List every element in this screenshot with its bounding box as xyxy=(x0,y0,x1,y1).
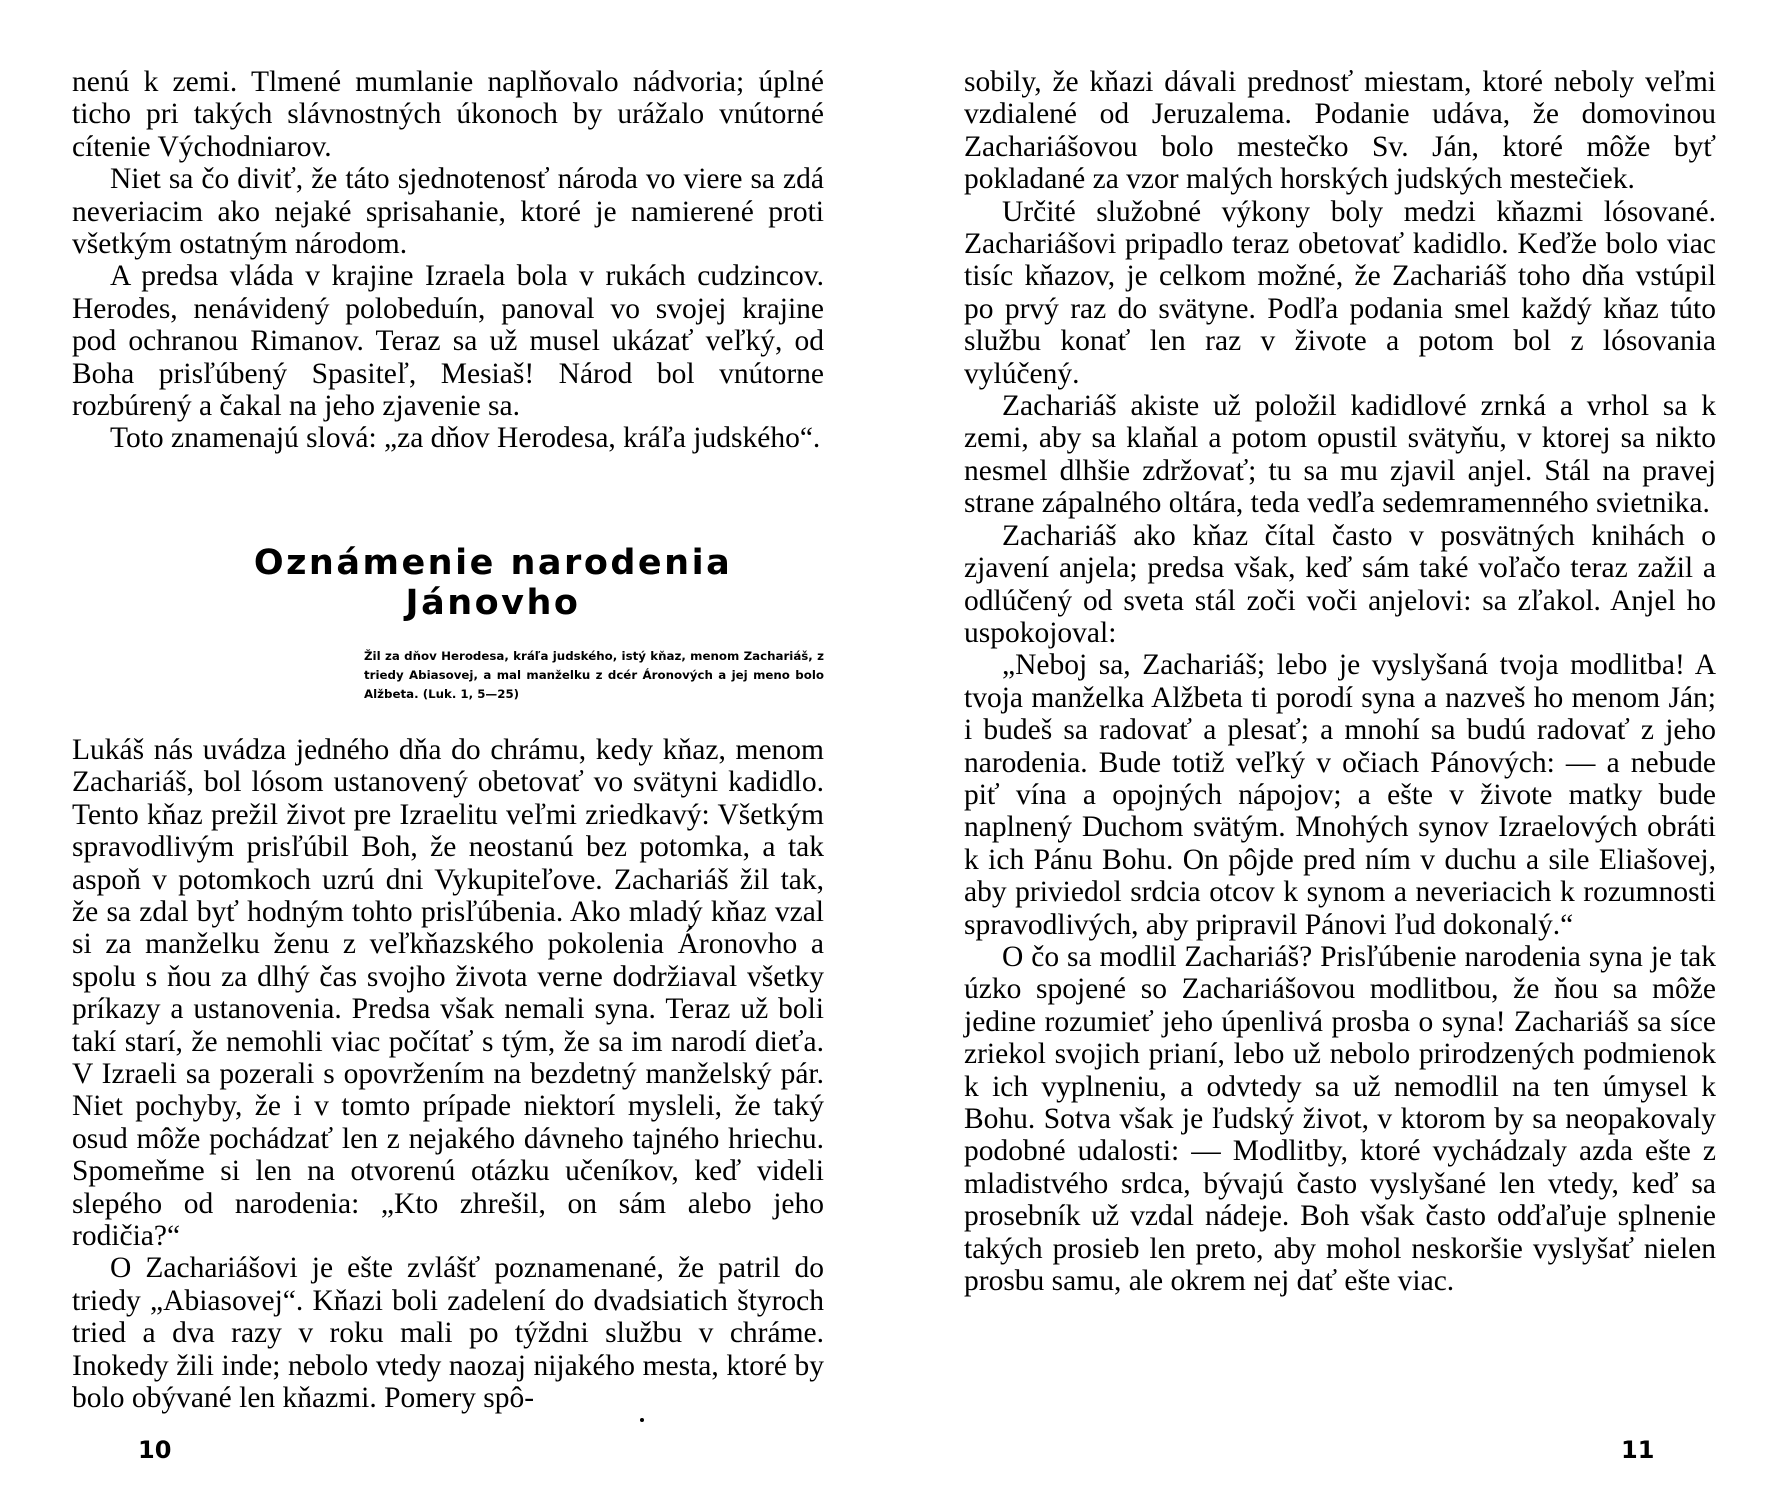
right-text-column xyxy=(964,66,1716,1297)
epigraph-reference: (Luk. 1, 5—25) xyxy=(422,686,520,701)
paragraph: Lukáš nás uvádza jedného dňa do chrámu, kedy kňaz, menom Zachariáš, bol lósom ustanovený obetovať vo svätyni kadidlo. Tento kňaz prežil život pre Izraelitu veľmi zriedkavý: Všetkým spravodlivým prisľúbil Boh, že neostanú bez potomka, a tak aspoň v potomkoch uzrú dni Vykupiteľove. Zachariáš žil tak, že sa zdal byť hodným tohto prisľúbenia. Ako mladý kňaz vzal si za manželku ženu z veľkňazského pokolenia Áronovho a spolu s ňou za dlhý čas svojho života verne dodržiaval všetky príkazy a ustanovenia. Predsa však nemali syna. Teraz už boli takí starí, že nemohli viac počítať s tým, že sa im narodí dieťa. V Izraeli sa pozerali s opovržením na bezdetný manželský pár. Niet pochyby, že i v tomto prípade niektorí mysleli, že taký osud môže pochádzať len z nejakého dávneho tajného hriechu. Spomeňme si len na otvorenú otázku učeníkov, keď videli slepého od narodenia: „Kto zhrešil, on sám alebo jeho rodičia?“ xyxy=(72,733,824,1252)
paragraph: Niet sa čo diviť, že táto sjednotenosť národa vo viere sa zdá neveriacim ako nejaké sprisahanie, ktoré je namierené proti všetkým ostatným národom. xyxy=(72,163,824,261)
ink-speck xyxy=(640,1418,644,1422)
paragraph: A predsa vláda v krajine Izraela bola v rukách cudzincov. Herodes, nenávidený polobeduín, panoval vo svojej krajine pod ochranou Rimanov. Teraz sa už musel ukázať veľký, od Boha prisľúbený Spasiteľ, Mesiaš! Národ bol vnútorne rozbúrený a čakal na jeho zjavenie sa. xyxy=(72,260,824,423)
left-text-column xyxy=(72,66,824,1414)
paragraph: O čo sa modlil Zachariáš? Prisľúbenie narodenia syna je tak úzko spojené so Zachariášovou modlitbou, že ňou sa môže jedine rozumieť jeho úpenlivá prosba o syna! Zachariáš sa síce zriekol svojich prianí, lebo už nebolo prirodzených podmienok k ich vyplneniu, a odvtedy sa už nemodlil na ten úmysel k Bohu. Sotva však je ľudský život, v ktorom by sa neopakovaly podobné udalosti: — Modlitby, ktoré vychádzaly azda ešte z mladistvého srdca, bývajú často vyslyšané len vtedy, keď sa prosebník už vzdal nádeje. Boh však často odďaľuje splnenie takých prosieb len preto, aby mohol neskoršie vyslyšať nielen prosbu samu, ale okrem nej dať ešte viac. xyxy=(964,940,1716,1298)
epigraph-text: Žil za dňov Herodesa, kráľa judského, istý kňaz, menom Zachariáš, z triedy Abiasovej, a mal manželku z dcér Áronových a jej meno bolo Alžbeta. xyxy=(364,648,824,701)
paragraph: „Neboj sa, Zachariáš; lebo je vyslyšaná tvoja modlitba! A tvoja manželka Alžbeta ti porodí syna a nazveš ho menom Ján; i budeš sa radovať a plesať; a mnohí sa budú radovať z jeho narodenia. Bude totiž veľký v očiach Pánových: — a nebude piť vína a opojných nápojov; a ešte v živote matky bude naplnený Duchom svätým. Mnohých synov Izraelových obráti k ich Pánu Bohu. On pôjde pred ním v duchu a sile Eliašovej, aby priviedol srdcia otcov k synom a neveriacich k rozumnosti spravodlivých, aby pripravil Pánovi ľud dokonalý.“ xyxy=(964,649,1716,941)
paragraph: sobily, že kňazi dávali prednosť miestam, ktoré neboly veľmi vzdialené od Jeruzalema. Podanie udáva, že domovinou Zachariášovou bolo mestečko Sv. Ján, ktoré môže byť pokladané za vzor malých horských judských mestečiek. xyxy=(964,66,1716,196)
paragraph: nenú k zemi. Tlmené mumlanie naplňovalo nádvoria; úplné ticho pri takých slávnostných úkonoch by urážalo vnútorné cítenie Východniarov. xyxy=(72,66,824,163)
section-title: Oznámenie narodenia Jánovho xyxy=(253,542,733,623)
right-page xyxy=(892,0,1784,1500)
paragraph: O Zachariášovi je ešte zvlášť poznamenané, že patril do triedy „Abiasovej“. Kňazi boli zadelení do dvadsiatich štyroch tried a dva razy v roku mali po týždni službu v chráme. Inokedy žili inde; nebolo vtedy naozaj nijakého mesta, ktoré by bolo obývané len kňazmi. Pomery spô- xyxy=(72,1252,824,1414)
paragraph: Zachariáš ako kňaz čítal často v posvätných knihách o zjavení anjela; predsa však, keď sám také voľačo teraz zažil a odlúčený od sveta stál zoči voči anjelovi: sa zľakol. Anjel ho uspokojoval: xyxy=(964,519,1716,649)
page-number: 11 xyxy=(1621,1436,1655,1464)
paragraph: Zachariáš akiste už položil kadidlové zrnká a vrhol sa k zemi, aby sa klaňal a potom opustil svätyňu, v ktorej sa nikto nesmel dlhšie zdržovať; tu sa mu zjavil anjel. Stál na pravej strane zápalného oltára, teda vedľa sedemramenného svietnika. xyxy=(964,390,1716,520)
page-number: 10 xyxy=(138,1436,172,1464)
paragraph: Určité služobné výkony boly medzi kňazmi lósované. Zachariášovi pripadlo teraz obetovať kadidlo. Keďže bolo viac tisíc kňazov, je celkom možné, že Zachariáš toho dňa vstúpil po prvý raz do svätyne. Podľa podania smel každý kňaz túto službu konať len raz v živote a potom bol z lósovania vylúčený. xyxy=(964,195,1716,390)
paragraph: Toto znamenajú slová: „za dňov Herodesa, kráľa judského“. xyxy=(110,422,821,455)
epigraph xyxy=(364,647,824,704)
